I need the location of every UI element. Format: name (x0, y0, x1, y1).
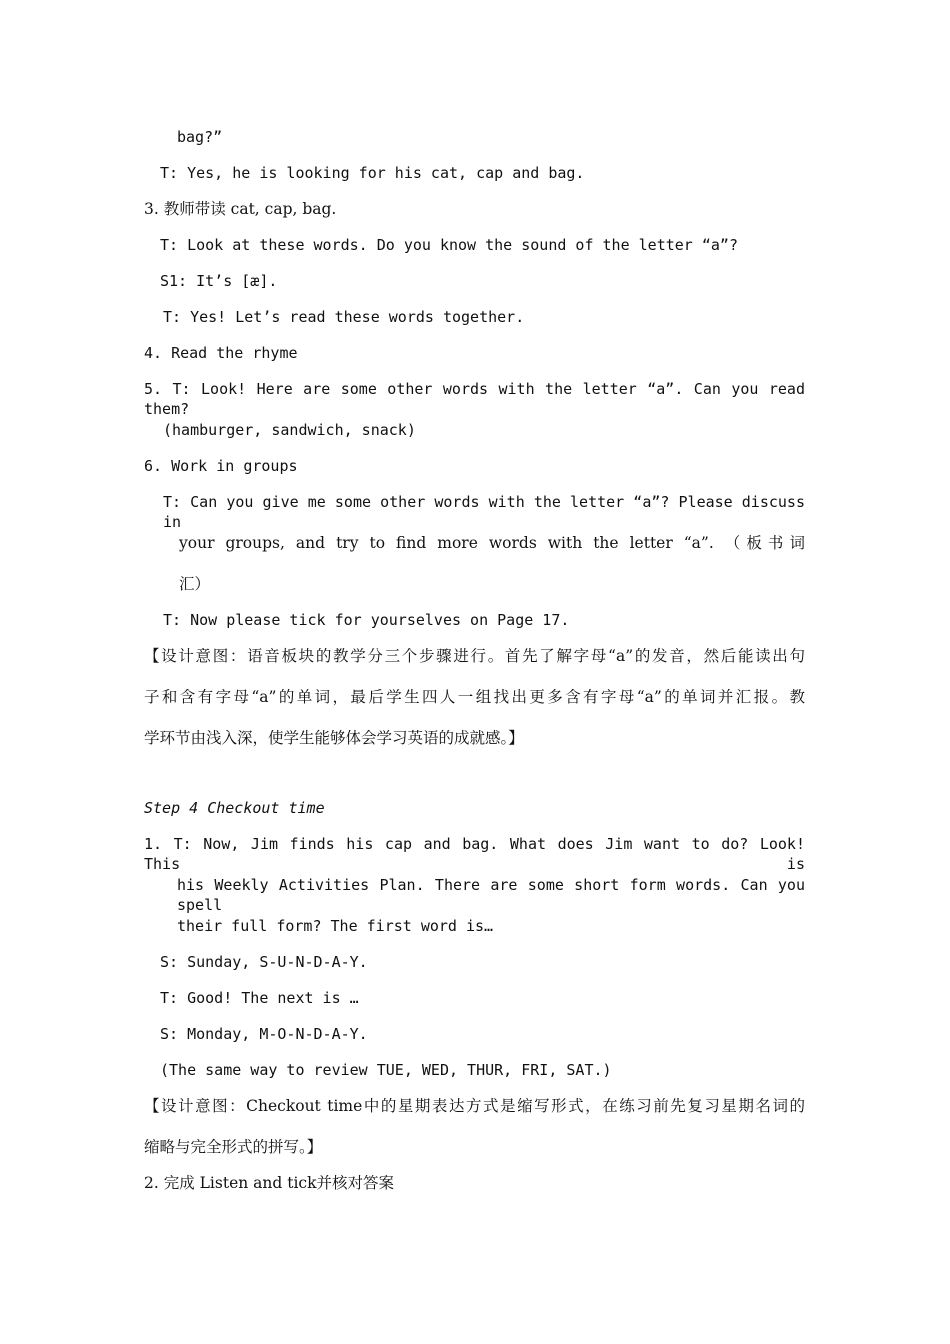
text-line: (The same way to review TUE, WED, THUR, FRI, SAT.) (160, 1061, 612, 1079)
text-line: 5. T: Look! Here are some other words with the letter “a”. Can you read them? (144, 380, 805, 418)
text-line: bag?” (177, 128, 223, 146)
text-line: their full form? The first word is… (177, 917, 494, 935)
text-line: T: Good! The next is … (160, 989, 359, 1007)
design-intent-paragraph-line: 学环节由浅入深，使学生能够体会学习英语的成就感。】 (144, 729, 524, 747)
text-line: S: Monday, M-O-N-D-A-Y. (160, 1025, 368, 1043)
text-line: 4. Read the rhyme (144, 344, 298, 362)
text-line: S1: It’s [æ]. (160, 272, 278, 290)
design-intent-paragraph-line: 缩略与完全形式的拼写。】 (144, 1138, 323, 1156)
text-line: T: Can you give me some other words with the letter “a”? Please discuss in (163, 493, 805, 531)
text-line: 1. T: Now, Jim finds his cap and bag. What does Jim want to do? Look! This is (144, 835, 805, 873)
text-line: his Weekly Activities Plan. There are some short form words. Can you spell (177, 876, 805, 914)
text-line: T: Yes, he is looking for his cat, cap and bag. (160, 164, 585, 182)
text-line: 2. 完成 Listen and tick并核对答案 (144, 1174, 394, 1192)
text-line: 6. Work in groups (144, 457, 298, 475)
text-line: your groups, and try to find more words with the letter “a”. （板书词 (179, 534, 805, 552)
design-intent-paragraph-line: 子和含有字母“a”的单词，最后学生四人一组找出更多含有字母“a”的单词并汇报。教 (144, 688, 805, 706)
text-line: (hamburger, sandwich, snack) (163, 421, 416, 439)
section-heading: Step 4 Checkout time (144, 799, 325, 817)
text-line: T: Yes! Let’s read these words together. (163, 308, 525, 326)
text-line: 3. 教师带读 cat, cap, bag. (144, 200, 337, 218)
design-intent-paragraph-line: 【设计意图：Checkout time中的星期表达方式是缩写形式，在练习前先复习星期名词的 (144, 1097, 805, 1115)
text-line: T: Look at these words. Do you know the sound of the letter “a”? (160, 236, 738, 254)
design-intent-paragraph-line: 【设计意图：语音板块的教学分三个步骤进行。首先了解字母“a”的发音，然后能读出句 (144, 647, 805, 665)
text-line: 汇） (179, 575, 211, 593)
text-line: T: Now please tick for yourselves on Page 17. (163, 611, 570, 629)
text-line: S: Sunday, S-U-N-D-A-Y. (160, 953, 368, 971)
